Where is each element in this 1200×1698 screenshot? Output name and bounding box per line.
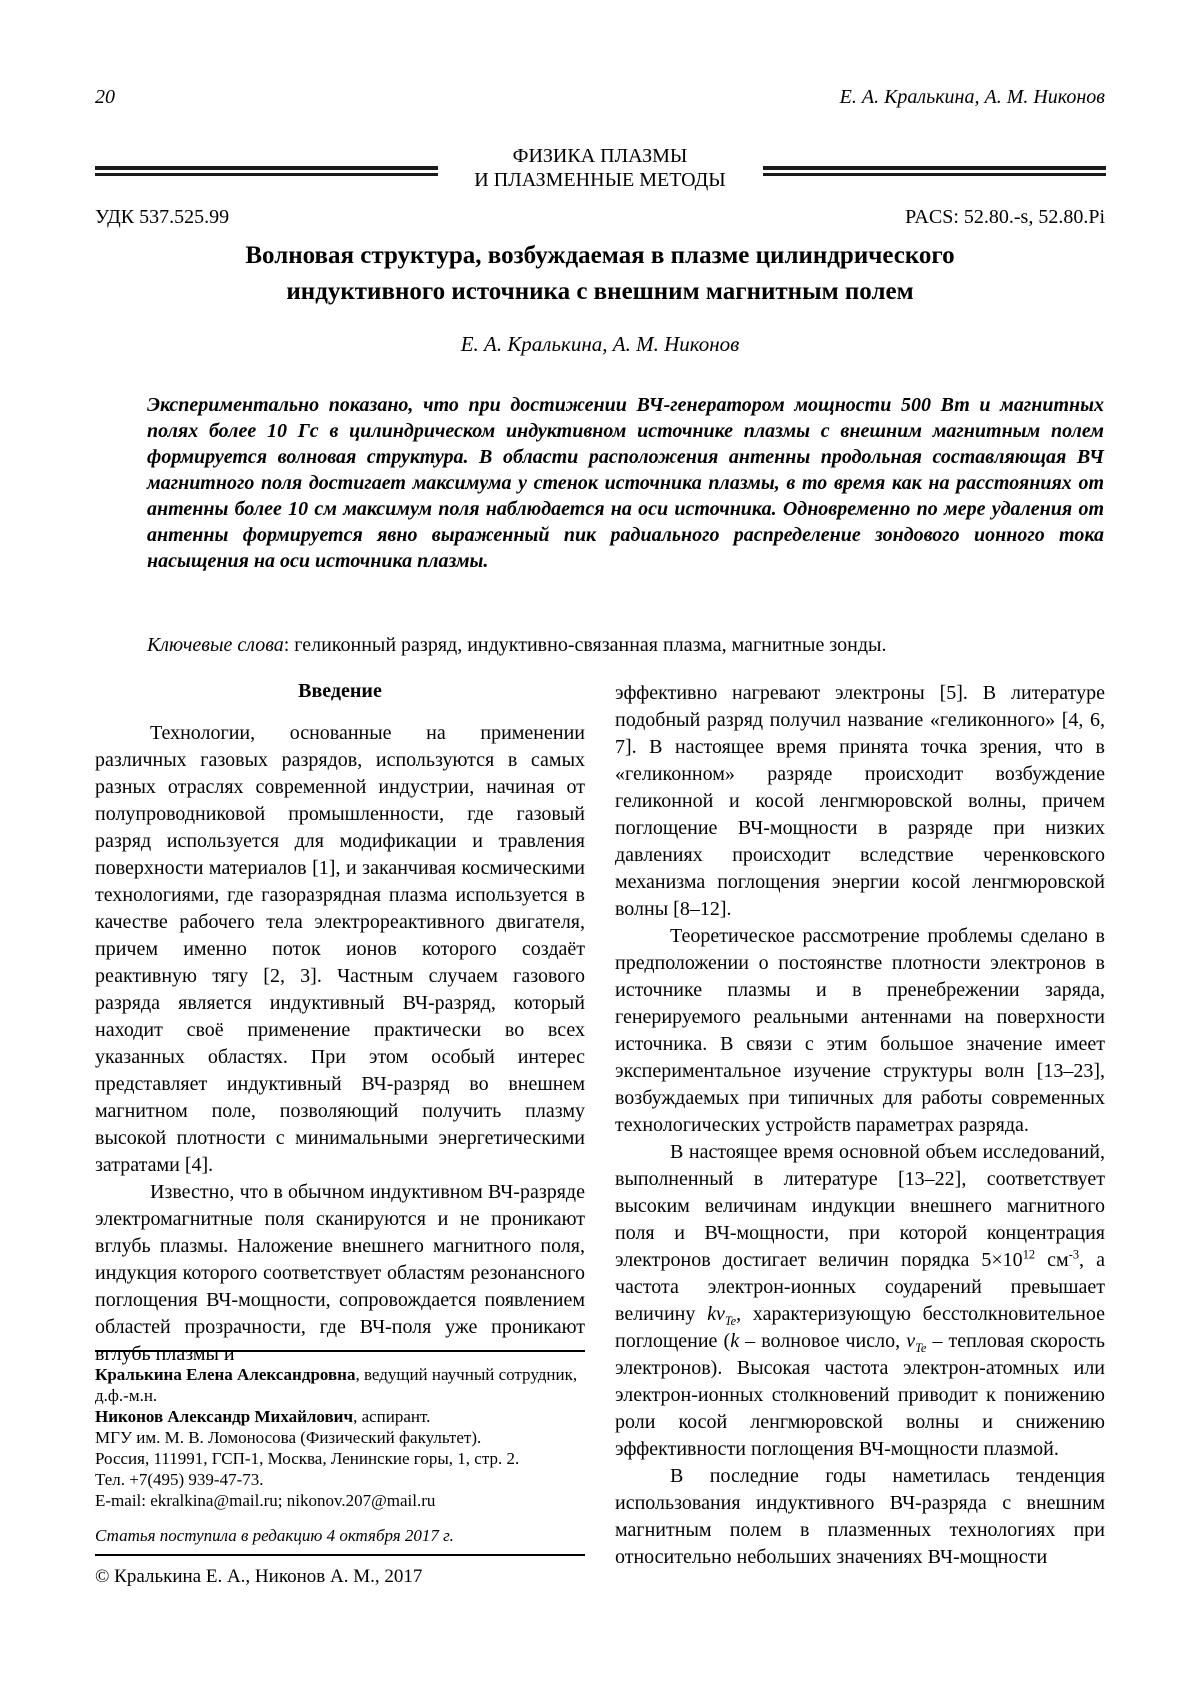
footnote-rule [95, 1350, 585, 1352]
page-number: 20 [95, 86, 115, 108]
footnote-author-1-role: , ведущий научный сотрудник, д.ф.-м.н. [95, 1365, 578, 1405]
section-banner-line2: И ПЛАЗМЕННЫЕ МЕТОДЫ [474, 169, 726, 191]
running-head-authors: Е. А. Кралькина, А. М. Никонов [839, 86, 1105, 108]
udk-code: УДК 537.525.99 [95, 206, 230, 228]
left-column [95, 680, 585, 1587]
right-column [615, 680, 1105, 1571]
abstract: Экспериментально показано, что при достижении ВЧ-генератором мощности 500 Вт и магнитных полях более 10 Гс в цилиндрическом индуктивном источнике плазмы с внешним магнитным полем формируется волновая структура. В области расположения антенны продольная составляющая ВЧ магнитного поля достигает максимума у стенок источника плазмы, в то время как на расстояниях от антенны более 10 см максимум поля наблюдается на оси источника. Одновременно по мере удаления от антенны формируется явно выраженный пик радиального распределение зондового ионного тока насыщения на оси источника плазмы. [147, 394, 1104, 572]
footnote-author-1-name: Кралькина Елена Александровна [95, 1365, 356, 1384]
section-banner-line1: ФИЗИКА ПЛАЗМЫ [512, 145, 688, 167]
left-paragraph-1: Технологии, основанные на применении различных газовых разрядов, используются в самых разных отраслях современной индустрии, начиная от полупроводниковой промышленности, где газовый разряд используется для модификации и травления поверхности материалов [1], и заканчивая космическими технологиями, где газоразрядная плазма используется в качестве рабочего тела электрореактивного двигателя, причем именно поток ионов которого создаёт реактивную тягу [2, 3]. Частным случаем газового разряда является индуктивный ВЧ-разряд, который находит своё применение практически во всех указанных областях. При этом особый интерес представляет индуктивный ВЧ-разряд во внешнем магнитном поле, позволяющий получить плазму высокой плотности с минимальными энергетическими затратами [4]. [95, 722, 585, 1176]
article-title-line1: Волновая структура, возбуждаемая в плазме цилиндрического [245, 242, 955, 269]
footnote-email: E-mail: ekralkina@mail.ru; nikonov.207@mail.ru [95, 1491, 436, 1510]
running-head [95, 86, 1105, 109]
copyright-line: © Кралькина Е. А., Никонов А. М., 2017 [95, 1566, 423, 1587]
article-title [60, 238, 1140, 310]
codes-row [95, 206, 1105, 229]
footnote-author-2-name: Никонов Александр Михайлович [95, 1407, 354, 1426]
footnote-affiliation: МГУ им. М. В. Ломоносова (Физический факультет). [95, 1428, 482, 1447]
right-paragraph-3: В настоящее время основной объем исследований, выполненный в литературе [13–22], соответствует высоким величинам индукции внешнего магнитного поля и ВЧ-мощности, при которой концентрация электронов достигает величин порядка $5\times 10^{12}$ $см^{-3}$, а частота электрон-ионных соударений превышает величину $kv_{Te}$, характеризующую бесстолкновительное поглощение (k – волновое число, $v_{Te}$ – тепловая скорость электронов). Высокая частота электрон-атомных или электрон-ионных столкновений приводит к понижению роли косой ленгмюровской волны и снижению эффективности поглощения ВЧ-мощности плазмой. [615, 1141, 1106, 1460]
article-title-line2: индуктивного источника с внешним магнитным полем [286, 278, 914, 305]
footnote-phone: Тел. +7(495) 939-47-73. [95, 1470, 264, 1489]
left-paragraph-2: Известно, что в обычном индуктивном ВЧ-разряде электромагнитные поля сканируются и не проникают вглубь плазмы. Наложение внешнего магнитного поля, индукция которого соответствует областям резонансного поглощения ВЧ-мощности, сопровождается появлением областей прозрачности, где ВЧ-поля уже проникают вглубь плазмы и [95, 1181, 585, 1365]
footnote-author-1 [95, 1364, 585, 1406]
copyright-rule [95, 1554, 585, 1556]
introduction-heading: Введение [298, 680, 382, 702]
footnote-block [95, 1350, 585, 1588]
keywords-line [147, 634, 1104, 657]
footnote-received-date: Статья поступила в редакцию 4 октября 2017 г. [95, 1526, 454, 1545]
body-columns [95, 680, 1106, 1587]
pacs-code: PACS: 52.80.-s, 52.80.Pi [905, 206, 1105, 228]
right-paragraph-2: Теоретическое рассмотрение проблемы сделано в предположении о постоянстве плотности электронов в источнике плазмы и в пренебрежении заряда, генерируемого реальными антеннами на поверхности источника. В связи с этим большое значение имеет экспериментальное изучение структуры волн [13–23], возбуждаемых при типичных для работы современных технологических устройств параметрах разряда. [615, 925, 1105, 1136]
keywords-text: : геликонный разряд, индуктивно-связанная плазма, магнитные зонды. [283, 634, 887, 656]
section-banner [0, 144, 1200, 192]
footnote-address: Россия, 111991, ГСП-1, Москва, Ленинские горы, 1, стр. 2. [95, 1449, 520, 1468]
right-paragraph-1: эффективно нагревают электроны [5]. В литературе подобный разряд получил название «геликонного» [4, 6, 7]. В настоящее время принята точка зрения, что в «геликонном» разряде происходит возбуждение геликонной и косой ленгмюровской волны, причем поглощение ВЧ-мощности в разряде при низких давлениях происходит вследствие черенковского механизма поглощения энергии косой ленгмюровской волны [8–12]. [615, 682, 1105, 920]
footnote-author-2 [95, 1406, 585, 1427]
footnote-author-2-role: , аспирант. [353, 1407, 431, 1426]
article-authors: Е. А. Кралькина, А. М. Никонов [460, 332, 740, 356]
right-paragraph-4: В последние годы наметилась тенденция использования индуктивного ВЧ-разряда с внешним магнитным полем в плазменных технологиях при относительно небольших значениях ВЧ-мощности [615, 1465, 1105, 1568]
keywords-label: Ключевые слова [147, 634, 284, 656]
